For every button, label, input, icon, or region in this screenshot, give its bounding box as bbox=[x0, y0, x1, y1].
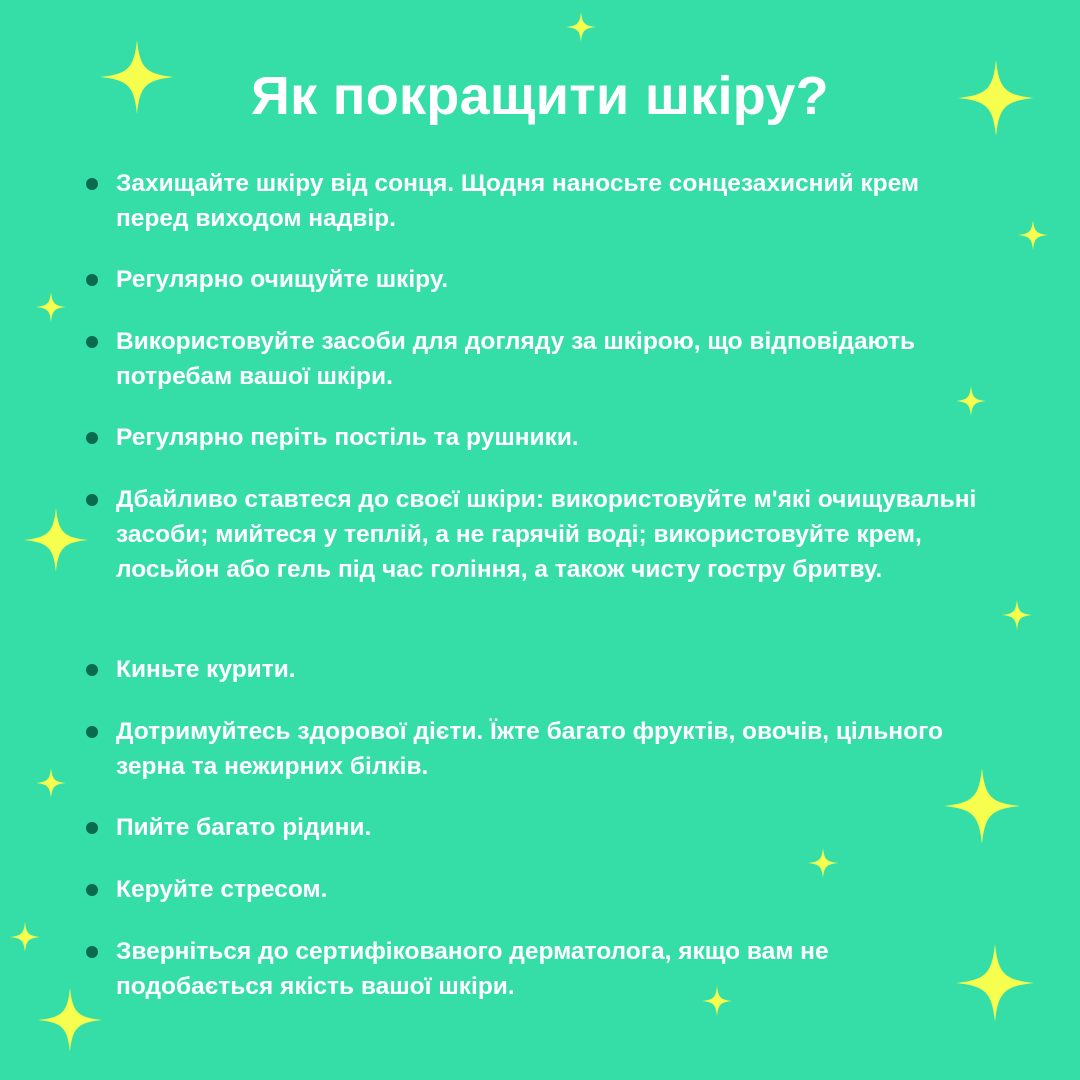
sparkle-icon bbox=[702, 986, 732, 1016]
sparkle-icon bbox=[944, 768, 1020, 844]
sparkle-icon bbox=[24, 508, 88, 572]
tip-text: Киньте курити. bbox=[116, 656, 296, 683]
tip-text: Захищайте шкіру від сонця. Щодня наносьте сонцезахисний крем перед виходом надвір. bbox=[116, 170, 920, 232]
tip-text: Дотримуйтесь здорової дієти. Їжте багато фруктів, овочів, цільного зерна та нежирних білків. bbox=[116, 718, 943, 780]
sparkle-icon bbox=[1018, 220, 1048, 250]
list-item bbox=[86, 482, 986, 587]
sparkle-icon bbox=[100, 40, 174, 114]
page-title: Як покращити шкіру? bbox=[251, 66, 829, 126]
bullet-dot-icon bbox=[86, 664, 98, 676]
bullet-dot-icon bbox=[86, 494, 98, 506]
bullet-dot-icon bbox=[86, 336, 98, 348]
list-item bbox=[86, 420, 986, 455]
bullet-dot-icon bbox=[86, 822, 98, 834]
sparkle-icon bbox=[956, 944, 1034, 1022]
sparkle-icon bbox=[566, 12, 596, 42]
list-item bbox=[86, 934, 986, 1004]
tip-text: Регулярно очищуйте шкіру. bbox=[116, 266, 449, 293]
sparkle-icon bbox=[38, 988, 102, 1052]
sparkle-icon bbox=[956, 386, 986, 416]
list-item bbox=[86, 714, 986, 784]
list-item bbox=[86, 262, 986, 297]
list-item bbox=[86, 652, 986, 687]
list-item bbox=[86, 872, 986, 907]
bullet-dot-icon bbox=[86, 726, 98, 738]
list-item bbox=[86, 166, 986, 236]
tip-text: Використовуйте засоби для догляду за шкірою, що відповідають потребам вашої шкіри. bbox=[116, 328, 916, 390]
bullet-dot-icon bbox=[86, 432, 98, 444]
list-item bbox=[86, 324, 986, 394]
sparkle-icon bbox=[10, 922, 40, 952]
sparkle-icon bbox=[36, 768, 66, 798]
list-item bbox=[86, 810, 986, 845]
bullet-dot-icon bbox=[86, 178, 98, 190]
sparkle-icon bbox=[808, 848, 838, 878]
tip-text: Керуйте стресом. bbox=[116, 876, 328, 903]
tip-text: Регулярно періть постіль та рушники. bbox=[116, 424, 579, 451]
tip-text: Зверніться до сертифікованого дерматолога, якщо вам не подобається якість вашої шкіри. bbox=[116, 938, 829, 1000]
bullet-dot-icon bbox=[86, 946, 98, 958]
sparkle-icon bbox=[1002, 600, 1032, 630]
bullet-dot-icon bbox=[86, 274, 98, 286]
sparkle-icon bbox=[958, 60, 1034, 136]
tip-text: Пийте багато рідини. bbox=[116, 814, 372, 841]
tip-text: Дбайливо ставтеся до своєї шкіри: використовуйте м'які очищувальні засоби; мийтеся у теплій, а не гарячій воді; використовуйте крем, лосьйон або гель під час гоління, а також чисту гостру бритву. bbox=[116, 486, 977, 583]
bullet-dot-icon bbox=[86, 884, 98, 896]
sparkle-icon bbox=[36, 292, 66, 322]
